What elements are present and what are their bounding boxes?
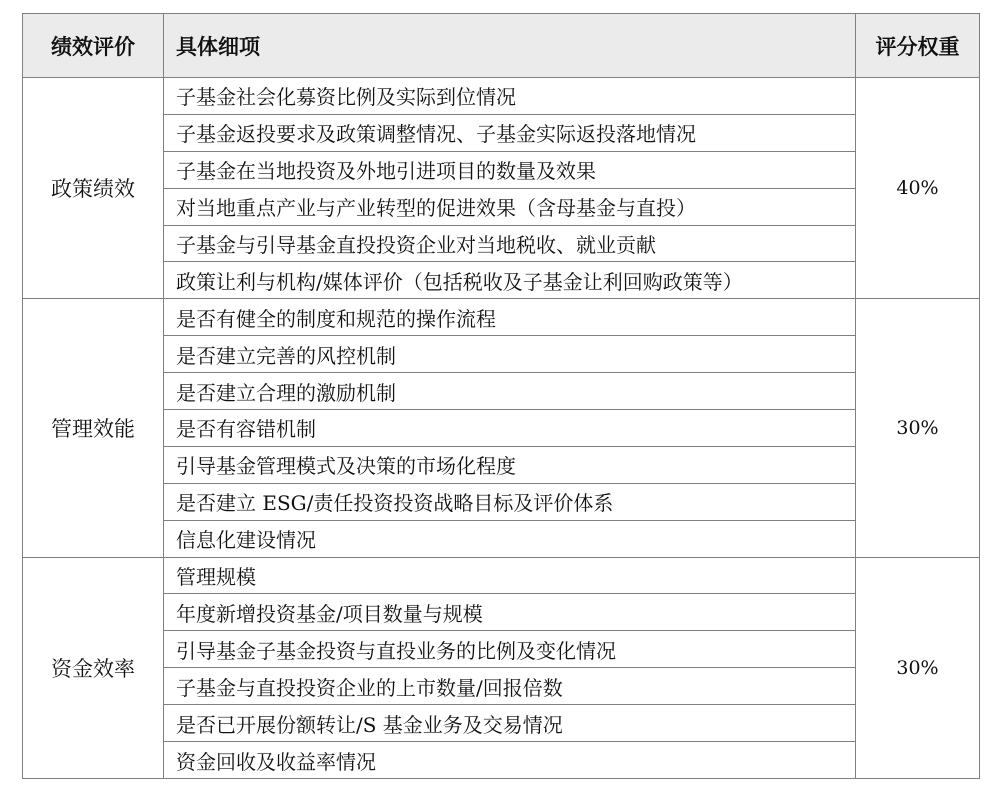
detail-cell: 是否建立 ESG/责任投资投资战略目标及评价体系 bbox=[164, 483, 856, 520]
category-cell-capital: 资金效率 bbox=[23, 557, 164, 778]
detail-cell: 子基金在当地投资及外地引进项目的数量及效果 bbox=[164, 151, 856, 188]
weight-cell-management: 30% bbox=[856, 299, 980, 557]
table-row bbox=[23, 373, 980, 410]
detail-cell: 子基金返投要求及政策调整情况、子基金实际返投落地情况 bbox=[164, 114, 856, 151]
header-weight: 评分权重 bbox=[856, 14, 980, 78]
table-row bbox=[23, 336, 980, 373]
table-row bbox=[23, 225, 980, 262]
detail-cell: 政策让利与机构/媒体评价（包括税收及子基金让利回购政策等） bbox=[164, 262, 856, 299]
table-row bbox=[23, 151, 980, 188]
detail-cell: 子基金与直投投资企业的上市数量/回报倍数 bbox=[164, 668, 856, 705]
detail-cell: 资金回收及收益率情况 bbox=[164, 742, 856, 779]
category-cell-policy: 政策绩效 bbox=[23, 78, 164, 299]
evaluation-table bbox=[22, 13, 980, 779]
detail-cell: 子基金与引导基金直投投资企业对当地税收、就业贡献 bbox=[164, 225, 856, 262]
table-row bbox=[23, 668, 980, 705]
table-row bbox=[23, 705, 980, 742]
category-cell-management: 管理效能 bbox=[23, 299, 164, 557]
detail-cell: 是否有容错机制 bbox=[164, 410, 856, 447]
detail-cell: 子基金社会化募资比例及实际到位情况 bbox=[164, 78, 856, 115]
weight-cell-capital: 30% bbox=[856, 557, 980, 778]
detail-cell: 是否建立完善的风控机制 bbox=[164, 336, 856, 373]
header-row bbox=[23, 14, 980, 78]
detail-cell: 引导基金管理模式及决策的市场化程度 bbox=[164, 446, 856, 483]
table-row bbox=[23, 483, 980, 520]
header-detail: 具体细项 bbox=[164, 14, 856, 78]
table-row bbox=[23, 299, 980, 336]
table-row bbox=[23, 410, 980, 447]
weight-cell-policy: 40% bbox=[856, 78, 980, 299]
table-row bbox=[23, 520, 980, 557]
detail-cell: 对当地重点产业与产业转型的促进效果（含母基金与直投） bbox=[164, 188, 856, 225]
table-row bbox=[23, 557, 980, 594]
detail-cell: 引导基金子基金投资与直投业务的比例及变化情况 bbox=[164, 631, 856, 668]
table-row bbox=[23, 594, 980, 631]
table-row bbox=[23, 188, 980, 225]
detail-cell: 年度新增投资基金/项目数量与规模 bbox=[164, 594, 856, 631]
table-row bbox=[23, 631, 980, 668]
detail-cell: 是否已开展份额转让/S 基金业务及交易情况 bbox=[164, 705, 856, 742]
header-category: 绩效评价 bbox=[23, 14, 164, 78]
table-row bbox=[23, 742, 980, 779]
table-row bbox=[23, 78, 980, 115]
table-row bbox=[23, 446, 980, 483]
detail-cell: 管理规模 bbox=[164, 557, 856, 594]
detail-cell: 信息化建设情况 bbox=[164, 520, 856, 557]
table-row bbox=[23, 262, 980, 299]
table-row bbox=[23, 114, 980, 151]
detail-cell: 是否建立合理的激励机制 bbox=[164, 373, 856, 410]
detail-cell: 是否有健全的制度和规范的操作流程 bbox=[164, 299, 856, 336]
